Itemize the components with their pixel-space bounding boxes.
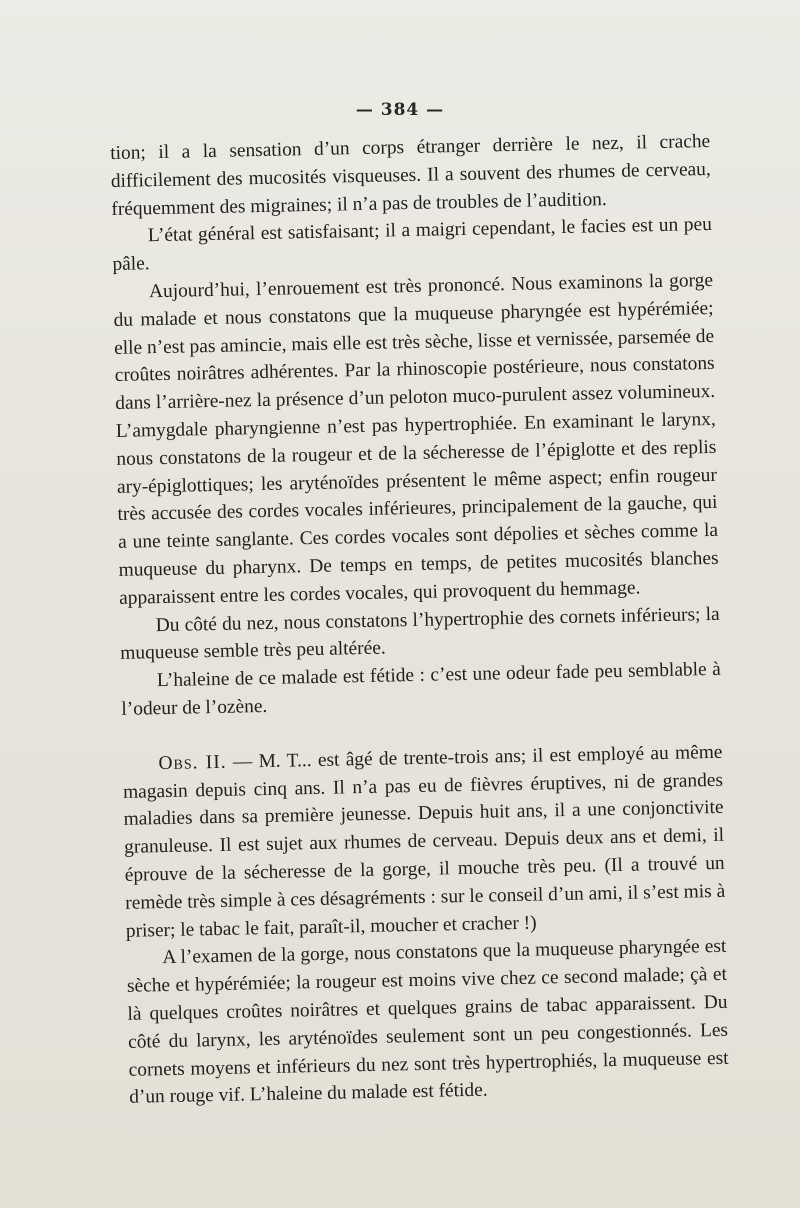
observation-label: Obs. II.	[158, 751, 227, 774]
body-text	[110, 128, 729, 1112]
paragraph-nose: Du côté du nez, nous constatons l’hypertrophie des cornets inférieurs; la muqueuse semble très peu altérée.	[120, 603, 720, 665]
paragraph-examination: Aujourd’hui, l’enrouement est très prononcé. Nous examinons la gorge du malade et nous constatons que la muqueuse pharyngée est hypérémiée; elle n’est pas amincie, mais elle est très sèche, lisse et vernissée, parsemée de croûtes noirâtres adhérentes. Par la rhinoscopie postérieure, nous constatons dans l’arrière-nez la présence d’un peloton muco-purulent assez volumineux. L’amygdale pharyngienne n’est pas hypertrophiée. En examinant le larynx, nous constatons de la rougeur et de la sécheresse de l’épiglotte et des replis ary-épiglottiques; les aryténoïdes présentent le même aspect; enfin rougeur très accusée des cordes vocales inférieures, principalement de la gauche, qui a une teinte sanglante. Ces cordes vocales sont dépolies et sèches comme la muqueuse du pharynx. De temps en temps, de petites mucosités blanches apparaissent entre les cordes vocales, qui provoquent du hemmage.	[113, 269, 719, 609]
paragraph-throat-exam: A l’examen de la gorge, nous constatons que la muqueuse pharyngée est sèche et hypérémiée; la rougeur est moins vive chez ce second malade; çà et là quelques croûtes noirâtres et quelques grains de tabac apparaissent. Du côté du larynx, les aryténoïdes seulement sont un peu congestionnés. Les cornets moyens et inférieurs du nez sont très hypertrophiés, la muqueuse est d’un rouge vif. L’haleine du malade est fétide.	[126, 936, 729, 1109]
paragraph-general-state: L’état général est satisfaisant; il a maigri cependant, le facies est un peu pâle.	[112, 214, 713, 276]
paragraph-observation-2	[122, 739, 726, 946]
paragraph-breath: L’haleine de ce malade est fétide : c’est une odeur fade peu semblable à l’odeur de l’ozène.	[121, 658, 721, 720]
page-number: — 384 —	[355, 100, 445, 120]
observation-text: — M. T... est âgé de trente-trois ans; il est employé au même magasin depuis cinq ans. Il n’a pas eu de fièvres éruptives, ni de grandes maladies dans sa première jeunesse. Depuis huit ans, il a une conjonctivite granuleuse. Il est sujet aux rhumes de cerveau. Depuis deux ans et demi, il éprouve de la sécheresse de la gorge, il mouche très peu. (Il a trouvé un remède très simple à ces désagréments : sur le conseil d’un ami, il s’est mis à priser; le tabac le fait, paraît-il, moucher et cracher !)	[122, 741, 726, 942]
paragraph-continuation: tion; il a la sensation d’un corps étranger derrière le nez, il crache difficilement des mucosités visqueuses. Il a souvent des rhumes de cerveau, fréquemment des migraines; il n’a pas de troubles de l’audition.	[110, 130, 711, 220]
